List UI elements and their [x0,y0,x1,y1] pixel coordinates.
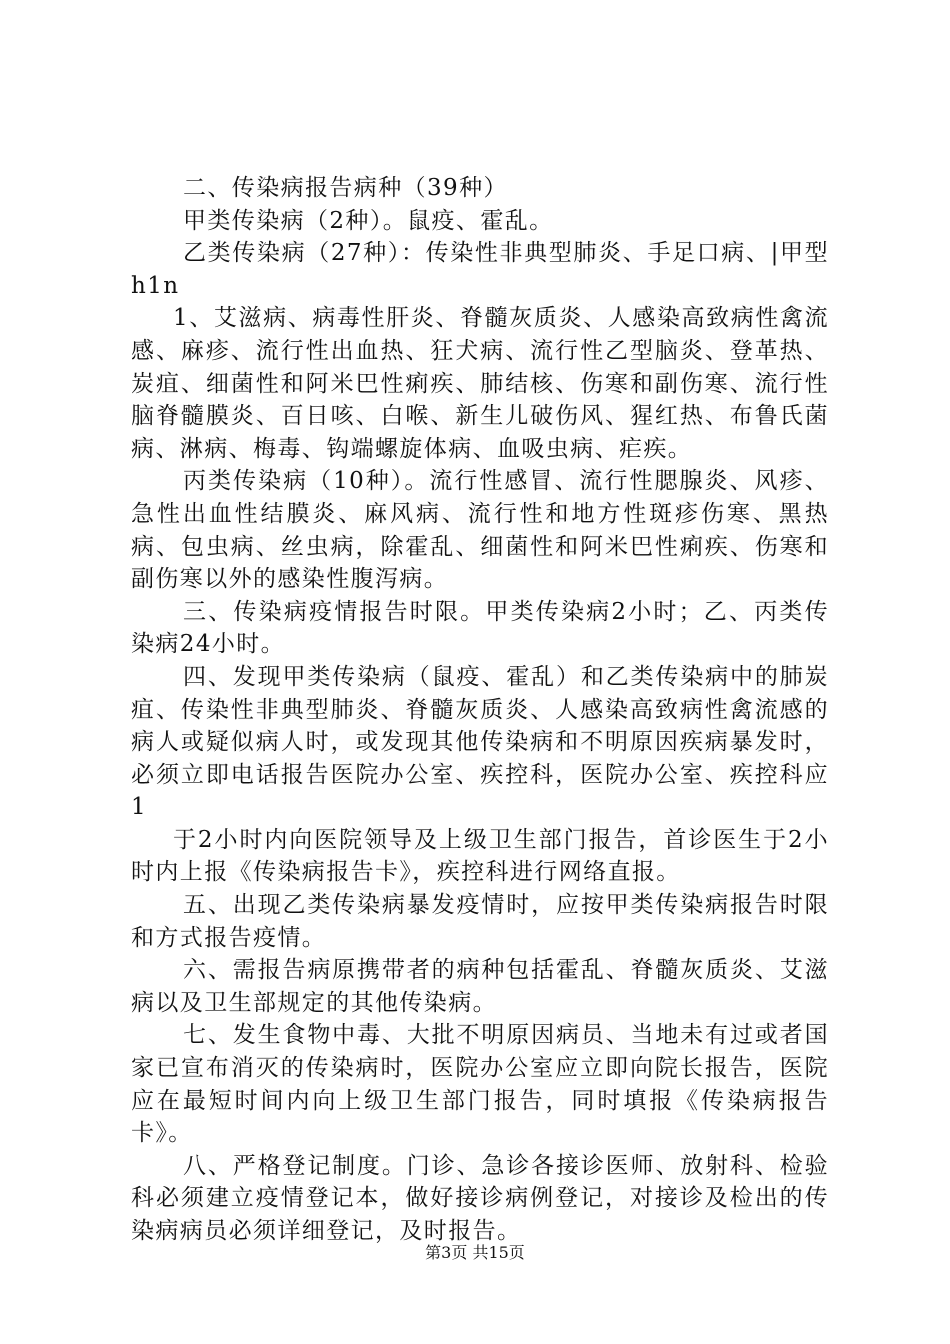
registration-system-paragraph: 八、严格登记制度。门诊、急诊各接诊医师、放射科、检验科必须建立疫情登记本，做好接诊病例登记，对接诊及检出的传染病病员必须详细登记，及时报告。 [131,1152,829,1244]
class-b-diseases-intro-paragraph: 乙类传染病（27种）：传染性非典型肺炎、手足口病、|甲型h1n [131,240,829,299]
outbreak-reporting-paragraph: 五、出现乙类传染病暴发疫情时，应按甲类传染病报告时限和方式报告疫情。 [131,892,829,951]
reporting-time-limit-paragraph: 三、传染病疫情报告时限。甲类传染病2小时；乙、丙类传染病24小时。 [131,598,829,658]
class-c-diseases-paragraph: 丙类传染病（10种）。流行性感冒、流行性腮腺炎、风疹、急性出血性结膜炎、麻风病、流行性和地方性斑疹伤寒、黑热病、包虫病、丝虫病，除霍乱、细菌性和阿米巴性痢疾、伤寒和副伤寒以外的感染性腹泻病。 [131,468,829,593]
food-poisoning-reporting-paragraph: 七、发生食物中毒、大批不明原因病员、当地未有过或者国家已宣布消灭的传染病时，医院办公室应立即向院长报告，医院应在最短时间内向上级卫生部门报告，同时填报《传染病报告卡》。 [131,1022,829,1147]
class-b-diseases-list-paragraph: 1、艾滋病、病毒性肝炎、脊髓灰质炎、人感染高致病性禽流感、麻疹、流行性出血热、狂犬病、流行性乙型脑炎、登革热、炭疽、细菌性和阿米巴性痢疾、肺结核、伤寒和副伤寒、流行性脑脊髓膜炎、百日咳、白喉、新生儿破伤风、猩红热、布鲁氏菌病、淋病、梅毒、钩端螺旋体病、血吸虫病、疟疾。 [131,305,829,462]
urgent-reporting-paragraph: 四、发现甲类传染病（鼠疫、霍乱）和乙类传染病中的肺炭疽、传染性非典型肺炎、脊髓灰质炎、人感染高致病性禽流感的病人或疑似病人时，或发现其他传染病和不明原因疾病暴发时，必须立即电话报告医院办公室、疾控科，医院办公室、疾控科应1 [131,663,829,821]
section-heading-reporting-categories: 二、传染病报告病种（39种） [183,175,508,201]
page-number-footer: 第3页 共15页 [425,1243,525,1262]
class-a-diseases-paragraph: 甲类传染病（2种）。鼠疫、霍乱。 [183,207,554,234]
document-body [131,172,829,1248]
urgent-reporting-continued-paragraph: 于2小时内向医院领导及上级卫生部门报告，首诊医生于2小时内上报《传染病报告卡》，疾控科进行网络直报。 [131,826,829,886]
pathogen-carrier-paragraph: 六、需报告病原携带者的病种包括霍乱、脊髓灰质炎、艾滋病以及卫生部规定的其他传染病。 [131,957,829,1016]
